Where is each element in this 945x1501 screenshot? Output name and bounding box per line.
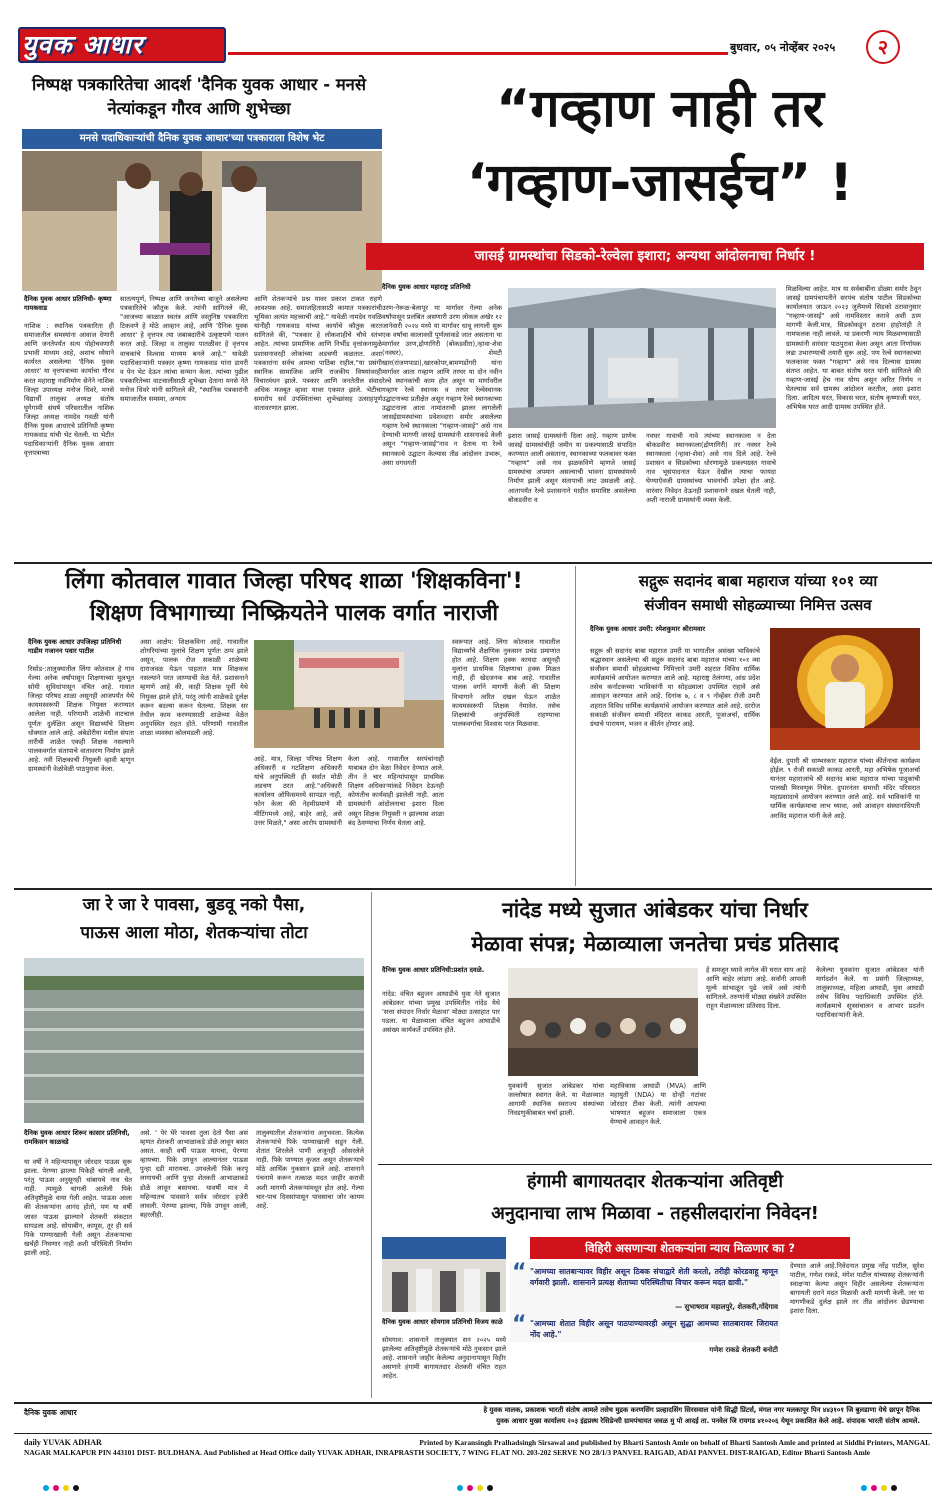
story5-byline: दैनिक युवक आधार शिरूर कासार प्रतिनिधी, रामकिसन काळवडे bbox=[24, 1129, 130, 1146]
divider-3 bbox=[378, 1164, 932, 1165]
story3-headline-line2: शिक्षण विभागाच्या निष्क्रियतेने पालक वर्गात नाराजी bbox=[89, 601, 499, 626]
story1-col1: नाशिक : स्थानिक पत्रकारिता ही समाजातील समस्यांना आवाज देणारी आणि जनतेपर्यंत सत्य पोहोचवणारी प्रभावी माध्यम आहे, अशाच ध्येयाने कार्यरत असलेल्या 'दैनिक युवक आधार' या वृत्तपत्राच्या कार्याचा गौरव करत महाराष्ट्र नवनिर्माण सेनेने नाशिक जिल्हा उपाध्यक्ष मनोज धिवरे, मनसे विद्यार्थी तालुका अध्यक्ष संतोष घुगेगामी संघर्ष परिसरातील नाशिक जिल्हा अध्यक्ष नामदेव गवळी यांनी दैनिक युवक आधारचे प्रतिनिधी कृष्णा गायकवाड यांची भेट घेतली. या भेटीत पदाधिकाऱ्यांनी दैनिक युवक आधार वृत्तपत्राच्या bbox=[24, 322, 114, 458]
story7-col1: सोयगाव: शासनाने तालुक्यात सन २०२५ मध्ये झालेल्या अतिवृष्टीमुळे शेतकऱ्यांचे मोठे नुकसान झाले आहे. शासनाने जाहीर केलेल्या अनुदानापासून विहीर असणारे हंगामी बागायतदार शेतकरी वंचित राहत आहेत. bbox=[382, 1336, 506, 1381]
divider-2 bbox=[14, 888, 932, 890]
story2-photo bbox=[508, 288, 776, 428]
story1-photo-image bbox=[22, 151, 382, 291]
story6-byline: दैनिक युवक आधार प्रतिनिधी:प्रशांत दवळे. bbox=[382, 966, 485, 974]
divider-1 bbox=[14, 562, 932, 564]
story7-byline: दैनिक युवक आधार सोयगाव प्रतिनिधी विजय काळे bbox=[382, 1318, 503, 1326]
footer-en-printed: Printed by Karansingh Pralhadsingh Sirsawal and published by Bharti Santosh Amle on behalf of Bharti Santosh Amle and printed at Siddhi Printers, MANGAL bbox=[419, 1438, 930, 1447]
story2-col4: मिळविल्या आहेत. मात्र या सर्वबाबींना डोळ्या समोर ठेवून जासई ग्रामपंचायतीने सरपंच संतोष पाटील सिडकोच्या कार्यालयात जाऊन २०२३ जुलैमध्ये सिडको ठरावानुसार "गव्हाण-जासई" असे नामविस्तार करावे अशी ठाम मागणी केली.मात्र, सिडकोकडून ठरावा हाहोतांही ते नामफलक नाही लावले. या प्रकरणी न्याय मिळवण्यासाठी ग्रामस्थांनी वारंवार पाठपुरावा केला असून आता निर्णायक लढा उभारण्याची तयारी सुरू आहे. पण रेल्वे स्थानकाच्या फलकावर फक्त "गव्हाण" असे नाव दिल्यास ग्रामस्थ संतप्त आहेत. या बाबत संतोष घरत यांनी सांगितले की गव्हाण-जासई हेच नाव योग्य असून त्वरित निर्णय न घेतल्यास सर्व ग्रामस्थ आंदोलन करतील, असा इशारा दिला. आदित्य घरत, विकास घरत, संतोष कृष्णाजी घरत, अभिषेक घरत आदी ग्रामस्थ उपस्थित होते. bbox=[786, 285, 921, 412]
story6-photo bbox=[508, 968, 698, 1076]
story3-col4: केला आहे. गावातील सरपंचांनाही याबाबत दोन वेळा निवेदन देण्यात आले. तीन ते चार महिन्यांपासून प्राथमिक शिक्षण अधिकाऱ्यांकडे निवेदन देऊनही कोणतीच कार्यवाही झालेली नाही. आता ग्रामस्थांनी आंदोलनाचा इशारा दिला असून शिक्षक नियुक्ती न झाल्यास शाळा बंद ठेवण्याचा निर्णय घेतला आहे. bbox=[348, 755, 444, 827]
story4-col2: वेईल. दुपारी श्री धाम्भरकार महाराज यांच्या कीर्तनाचा कार्यक्रम होईल. ९ रोजी सकाळी काकड आरती, महा अभिषेक पूजाअर्चा यानंतर महाराजांचे श्री सदानंद बाबा महाराज यांच्या पादुकांची पालखी मिरवणूक निघेल. दुपारनंतर समाधी मंदिर परिसरात महाप्रसादाचे आयोजन करण्यात आले आहे. सर्व भाविकांनी या धार्मिक कार्यक्रमाचा लाभ घ्यावा, असे आवाहन संस्थानाधिपती अरविंद महाराज यांनी केले आहे. bbox=[770, 757, 920, 820]
story2-photo-image bbox=[508, 288, 776, 428]
story2-headline-line1: “गव्हाण नाही तर bbox=[496, 79, 824, 139]
story6-headline-line2: मेळावा संपन्न; मेळाव्याला जनतेचा प्रचंड प्रतिसाद bbox=[471, 932, 839, 956]
footer-line1: हे युवक मालक, प्रकाशक भारती संतोष आमले तसेच मुद्रक करणसिंग प्रल्हादसिंग सिरसवाल यांनी सिद्धी प्रिंटर्स, मंगल नगर मलकापूर पिन ४४३१०१ जि बुलडाणा येथे छापून दैनिक bbox=[483, 1406, 920, 1414]
footer-en-address: NAGAR MALKAPUR PIN 443101 DIST- BULDHANA. And Published at Head Office daily YUVAK ADHAR, INRAPRASTH SOCIETY, 7 WING FLAT NO. 203-202 SERVE NO 28/1/3 PANVEL RAIGAD, ADAI PANVEL DIST-RAIGAD, Editor Bharti Santosh Amle bbox=[24, 1448, 871, 1457]
story2-byline: दैनिक युवक आधार महाराष्ट्र प्रतिनिधी bbox=[382, 283, 471, 291]
divider-v1 bbox=[575, 566, 576, 886]
registration-marks-image bbox=[40, 1483, 900, 1493]
story1-col2: सातत्यपूर्ण, निष्पक्ष आणि जनतेच्या बाजूने असलेल्या पत्रकारितेचे कौतुक केले. त्यांनी सांगितले की, "आजच्या काळात स्वतंत्र आणि वस्तुनिष्ठ पत्रकारिता टिकवणे हे मोठे आव्हान आहे, आणि 'दैनिक युवक आधार' हे वृत्तपत्र त्या जबाबदारीचे उत्कृष्टपणे पालन करत आहे. जिल्हा व तालुका पातळीवर हे वृत्तपत्र वाचकांचे विश्वास माध्यम बनले आहे." यावेळी पदाधिकाऱ्यांनी पत्रकार कृष्णा गायकवाड यांना डायरी व पेन भेट देऊन त्यांचा सन्मान केला. त्यांच्या पुढील पत्रकारितेच्या वाटचालीसाठी शुभेच्छा देताना मनसे नेते मनोज धिवरे यांनी सांगितले की, "स्थानिक पत्रकारांनी समाजातील समस्या, अन्याय bbox=[120, 295, 248, 404]
story6-headline-line1: नांदेड मध्ये सुजात आंबेडकर यांचा निर्धार bbox=[502, 898, 808, 922]
story4-headline-line2: संजीवन समाधी सोहळ्याच्या निमित्त उत्सव bbox=[644, 596, 872, 614]
story7-quote2: "आमच्या शेतात विहीर असून पाठपाण्यावरही असून सुद्धा आमच्या सातबारावर जिरायत नोंद आहे." bbox=[530, 1319, 778, 1339]
story3-col5: स्वरूपात आहे. लिंगा कोतवाल गावातील विद्यार्थ्यांचे शैक्षणिक नुकसान प्रचंड प्रमाणात होत आहे. शिक्षण हक्क कायदा असूनही मुलांना प्राथमिक शिक्षणाचा हक्क मिळत नाही, ही खेदजनक बाब आहे. गावातील पालक वर्गाने मागणी केली की शिक्षण विभागाने त्वरित दखल घेऊन शाळेत कायमस्वरूपी शिक्षक नेमावेत. तसेच शिक्षकांची अनुपस्थिती राहण्याचा पालकवर्गाचा विश्वास परत मिळवावा. bbox=[452, 638, 560, 728]
story6-col2: युवकांनी सुजात आंबेडकर यांचा जल्लोषात स्वागत केले. या मेळाव्यात आगामी स्थानिक स्वराज्य संस्थांच्या निवडणुकीबाबत चर्चा झाली. bbox=[508, 1082, 604, 1118]
footer-rule-2 bbox=[14, 1433, 932, 1434]
footer-left-label: दैनिक युवक आधार bbox=[24, 1408, 77, 1417]
story2-strap: जासई ग्रामस्थांचा सिडको-रेल्वेला इशारा; अन्यथा आंदोलनाचा निर्धार ! bbox=[366, 243, 924, 270]
story5-headline-line1: जा रे जा रे पावसा, बुडवू नको पैसा, bbox=[82, 895, 306, 915]
footer-line2: युवक आधार मुख्य कार्यालय २०३ इंद्रप्रस्थ रेसिडेन्सी ग्रामपंचायत जवळ मु पो आदई ता. पनवेल जि रायगड ४१०२०६ येथून प्रकाशित केले आहे. संपादक भारती संतोष आमले. bbox=[496, 1417, 920, 1425]
story1-byline: दैनिक युवक आधार प्रतिनिधी- कृष्णा गायकवाड bbox=[24, 295, 112, 312]
divider-v2 bbox=[371, 892, 372, 1398]
story1-strap: मनसे पदाधिकाऱ्यांची दैनिक युवक आधार'च्या पत्रकाराला विशेष भेट bbox=[22, 129, 382, 149]
masthead-date: बुधवार, ०५ नोव्हेंबर २०२५ bbox=[730, 41, 836, 54]
story6-col4: हे समजून घ्यावे लागेल की घरात साप आहे आणि बाहेर लांडगा आहे. सर्वांनी आपली मूल्ये सांभाळून पुढे जावे असे त्यांनी सांगितले. तरुणांनी मोठ्या संख्येने उपस्थित राहून मेळाव्याला प्रतिसाद दिला. bbox=[706, 966, 806, 1011]
story7-photo-image bbox=[382, 1237, 506, 1312]
story3-byline: दैनिक युवक आधार उपजिल्हा प्रतिनिधी गाडीम गजानन पवार पाटील bbox=[28, 638, 122, 655]
story7-quote1: "आमच्या सातबाऱ्यावर विहीर असून ठिबक संचाद्वारे शेती करतो, तरीही कोरडवाहू म्हणून वर्गवारी झाली. शासनाने प्रत्यक्ष शेताच्या परिस्थितीचा विचार करून मदत द्यावी." bbox=[530, 1267, 778, 1287]
registration-marks bbox=[40, 1478, 900, 1488]
footer-en-title: daily YUVAK ADHAR bbox=[24, 1438, 102, 1447]
story6-col1: नांदेड: वंचित बहुजन आघाडीचे युवा नेते सुजात आंबेडकर यांच्या प्रमुख उपस्थितीत नांदेड येथे 'सत्ता संपादन निर्धार मेळावा' मोठ्या उत्साहात पार पडला. या मेळाव्याला वंचित बहुजन आघाडीचे असंख्य कार्यकर्ते उपस्थित होते. bbox=[382, 990, 500, 1035]
quote-open-icon-2: “ bbox=[512, 1312, 527, 1337]
story2-col3: नवघर गावाची नावे त्यांच्या स्थानकाला न देता बोकडवीरा स्थानकाला(द्रोणागिरी) तर नवघर रेल्वे स्थानकाला (न्हावा-शेवा) असे नाव दिले आहे. रेल्वे प्रशासन व सिडकोच्या धोरणामुळे प्रकल्पग्रस्त गावाचे नाव भूसंपादनात येऊन देखील त्याचा फायदा घेण्याऐवजी ग्रामस्थांच्या भावनांची उपेक्षा होत आहे. वारंवार निवेदन देऊनही प्रशासनाने दखल घेतली नाही, अशी नाराजी ग्रामस्थांनी व्यक्त केली. bbox=[646, 432, 776, 504]
story2-col1: उरण-नेरूळ-बेलापूर या मार्गावर गेल्या अनेक वर्षांपासून प्रलंबित असणारी उरण लोकल अखेर १२ जानेवारी २०२४ मध्ये या मार्गावर धावू लागली सुरू एक वर्षांचा कालावधी पूर्णत्वाकडे जात असताना या मार्गावर उरण,द्रोणागिरी (बोकडवीरा),न्हावा-शेवा (नवघर), शेमटी खार(रांजणपाडा),खारकोपर,बामणडोंगरी यांना मार्गावर आता गव्हाण आणि तरघर या दोन नवीन रेल्वे स्थानकांची काम होत असून या मार्गावरील गव्हाण रेल्वे स्थानक व तरघर रेल्वेस्थानक उद्घाटनाच्या प्रतीक्षेत असून गव्हाण रेल्वे स्थानकाच्या उद्घाटनाला आता नामांतराची झालर लागलेली जासईग्रामस्थांच्या प्रवेशव्दारा समोर असलेल्या गव्हाण रेल्वे स्थानकाला "गव्हाण-जासई" असे नाव देण्याची मागणी जासई ग्रामस्थांनी शासनाकडे केली असून "गव्हाण-जासई"नाव न देताच या रेल्वे स्थानकाचे उद्घाटन केल्यास तीव्र आंदोलन उभारू, असा धगधगती bbox=[382, 304, 502, 467]
story6-col5: केलेल्या युवकांना सुजात आंबेडकर यांनी मार्गदर्शन केले. या प्रसंगी जिल्हाध्यक्ष, तालुकाध्यक्ष, महिला आघाडी, युवा आघाडी तसेच विविध पदाधिकारी उपस्थित होते. कार्यक्रमाचे सूत्रसंचालन व आभार प्रदर्शन पदाधिकाऱ्यांनी केले. bbox=[816, 966, 924, 1020]
story7-photo bbox=[382, 1237, 506, 1312]
story3-col3: आहे. मात्र, जिल्हा परिषद शिक्षण अधिकारी व गटशिक्षण अधिकारी यांचे अनुपस्थिती ही सर्वात मोठी अडचण ठरत आहे."अधिकारी कार्यालय ऑफिसमध्ये सापडत नाही, फोन केला की नेहमीप्रमाणे मी मीटिंगमध्ये आहे, बाहेर आहे, असे उत्तर मिळते," असा आरोप ग्रामस्थांनी bbox=[254, 755, 342, 827]
masthead bbox=[0, 0, 945, 70]
story3-photo-image bbox=[254, 640, 444, 748]
story4-col1: सद्गुरू श्री सदानंद बाबा महाराज उमरी या भागातील असंख्य भाविकांचे श्रद्धास्थान असलेल्या श्री सद्गुरू सदानंद बाबा महाराज यांच्या १०१ व्या संजीवन समाधी सोहळ्याच्या निमित्ताने उमरी शहरात विविध धार्मिक कार्यक्रमांचे आयोजन करण्यात आले आहे. महाराष्ट्र तेलंगणा, आंध्र प्रदेश तसेच कर्नाटकच्या भाविकांनी या सोहळ्याला उपस्थित राहावे असे आवाहन करण्यात आले आहे. दिनांक ७, ८ व ९ नोव्हेंबर रोजी उमरी शहरात विविध धार्मिक कार्यक्रमांचे आयोजन करण्यात आले आहे. दररोज सकाळी संजीवन समाधी मंदिरात काकड आरती, पूजाअर्चा, धार्मिक ग्रंथाचे पारायण, भजन व कीर्तन होणार आहे. bbox=[590, 647, 760, 728]
story3-photo bbox=[254, 640, 444, 748]
story3-headline-line1: लिंगा कोतवाल गावात जिल्हा परिषद शाळा 'शिक्षकविना'! bbox=[65, 569, 523, 594]
story5-col1: या वर्षी ने महिन्यापासून जोरदार पाऊस सुरू झाला. पेरण्या झाल्या पिकेही चांगली आली, परंतु पाऊस अनुसूनही थांबायचे नाव घेत नाही. त्यामुळे चांगली आलेली पिके अतिवृष्टीमुळे वाया गेली आहेत. पाऊस आला की शेतकऱ्यांना आनंद होतो, पण या वर्षी जास्त पाऊस झाल्याने शेतकरी संकटात सापडला आहे. सोयाबीन, कापूस, तूर ही सर्व पिके पाण्याखाली गेली असून शेतकऱ्याचा खर्चही निघणार नाही अशी परिस्थिती निर्माण झाली आहे. bbox=[24, 1158, 132, 1257]
story7-headline-line1: हंगामी बागायतदार शेतकऱ्यांना अतिवृष्टी bbox=[526, 1171, 784, 1192]
story4-photo bbox=[770, 628, 920, 750]
story2-headline-line2: ‘गव्हाण-जासईच” ! bbox=[466, 153, 854, 213]
story7-headline-line2: अनुदानाचा लाभ मिळावा - तहसीलदारांना निवेदन! bbox=[491, 1203, 819, 1224]
masthead-page-number: २ bbox=[877, 35, 889, 59]
story6-photo-image bbox=[508, 968, 698, 1076]
story4-headline-line1: सद्गुरू सदानंद बाबा महाराज यांच्या १०१ व्या bbox=[638, 572, 878, 590]
story6-col3: महाविकास आघाडी (MVA) आणि महायुती (NDA) या दोन्ही गटांवर जोरदार टीका केली. त्यांनी आपल्या भाषणात बहुजन समाजाला एकत्र येण्याचे आवाहन केले. bbox=[610, 1082, 706, 1127]
story5-col2: असे. ' पेरं घेरे पावसा तुला देतो पैसा असं म्हणत शेतकरी आभाळाकडे डोळे लावून बसत असत. काही वर्षी पाऊस यायचा, पेरण्या व्हायच्या. पिके उगवून आल्यानंतर पाऊस पुन्हा दडी मारायचा. उगवलेली पिके करपू लागायची आणि पुन्हा शेतकरी आभाळाकडे डोळे लावून बसायचा. यावर्षी मात्र मे महिन्यातच पावसाने सर्वत्र जोरदार हजेरी लावली. पेरण्या झाल्या, पिके उगवून आली, बहरलीही. bbox=[140, 1129, 248, 1219]
story4-photo-image bbox=[770, 628, 920, 750]
story5-photo bbox=[24, 958, 364, 1123]
masthead-rule bbox=[228, 52, 728, 55]
story5-col3: तालुक्यातील शेतकऱ्यांना अनुभवला. कित्येक शेतकऱ्यांचे पिके पाण्याखाली सडून गेली. शेतात शिरलेले पाणी अजूनही ओसरलेले नाही. पिके पाण्यात कुजत असून शेतकऱ्याचे मोठे आर्थिक नुकसान झाले आहे. शासनाने पंचनामे करून तत्काळ मदत जाहीर करावी अशी मागणी शेतकऱ्यांमधून होत आहे. गेल्या चार-पाच दिवसांपासून पावसाचा जोर कायम आहे. bbox=[256, 1129, 364, 1210]
story1-headline: निष्पक्ष पत्रकारितेचा आदर्श 'दैनिक युवक आधार - मनसे नेत्यांकडून गौरव आणि शुभेच्छा bbox=[32, 75, 366, 118]
story3-col2: असा आक्षेप: शिक्षकविना आहे. गावातील शोगरियांच्या मुलांचे शिक्षण पूर्णतः ठप्प झाले असून, पालक रोज सकाळी शाळेच्या दाराजवळ येऊन पाहतात मात्र शिक्षकच नसल्याने परत जाण्याची वेळ येते. प्रशासनाने म्हणणे आहे की, काही शिक्षक पूर्वी येथे नियुक्त झाले होते, परंतु त्यांनी शाळेकडे दुर्लक्ष करून बदल्या करून घेतल्या. शिक्षक सर तेथील काम करण्यासाठी शाळेच्या वेळेत अनुपस्थित राहत होते. परिणामी गावातील शाळा व्यवस्था कोलमडली आहे. bbox=[140, 638, 248, 737]
story5-headline-line2: पाऊस आला मोठा, शेतकऱ्यांचा तोटा bbox=[80, 923, 308, 943]
story2-col2: इशारा जासई ग्रामस्थांनी दिला आहे. गव्हाण प्राणेच जासई ग्रामस्थांचीही जमीन या प्रकल्पासाठी संपादित करण्यात आली असताना, स्थानकाच्या फलकावर फक्त "गव्हाण" असे नाव झळकविणे म्हणजे जासई ग्रामस्थांचा अपमान असल्याची भावना ग्रामस्थांमध्ये निर्माण झाली असून संतापाची लाट उसळली आहे. आतापर्यंत रेल्वे प्रशासनाने यादीत समाविष्ट असलेल्या बोकडवीरा व bbox=[508, 432, 636, 504]
quote-open-icon-1: “ bbox=[512, 1260, 527, 1285]
story1-col3: आणि शेतकऱ्यांचे प्रश्न यावर प्रकाश टाकत राहणे आवश्यक आहे. समाजहितासाठी कामात पत्रकारांची भूमिका अत्यंत महत्त्वाची आहे." यावेळी नामदेव गवळि यांनीही गायकवाड यांच्या कार्याचे कौतुक करत सांगितले की, "पत्रकार हे लोकशाहीचे चौथे स्तंभ आहेत. त्यांच्या प्रामाणिक आणि निर्भीड वृत्तांकनामुळे प्रशासनावरही लोकांच्या अडचणी कळतात. अशा पत्रकारांना सर्वच आमचा पाठिंबा राहील."या प्रसंगी स्थानिक सामाजिक आणि राजकीय विषयांवरही विचारमंथन झाले. पत्रकार आणि जनतेतील संवाद अधिक मजबूत व्हावा यावर एकमत झाले. भेटीचा समारोप सर्व उपस्थितांच्या शुभेच्छांसह उत्साहपूर्ण वातावरणात झाला. bbox=[254, 295, 382, 413]
story1-photo bbox=[22, 151, 382, 291]
story7-strap: विहिरी असणाऱ्या शेतकऱ्यांना न्याय मिळणार का ? bbox=[530, 1237, 850, 1259]
story7-quote1-attr: — सुभाषराव महालपुरे, शेतकरी,गोंदेगाव bbox=[675, 1303, 778, 1311]
story5-photo-image bbox=[24, 958, 364, 1123]
story4-byline: दैनिक युवक आधार उमरी: रमेशकुमार श्रीरामवार bbox=[590, 625, 706, 633]
footer-rule bbox=[14, 1402, 932, 1404]
story3-col1: रिसोड-:तालुक्यातील लिंगा कोतवाल हे गाव गेल्या अनेक वर्षांपासून शिक्षणाच्या मूलभूत सोयी सुविधांपासून वंचित आहे. गावात जिल्हा परिषद शाळा असूनही आजपर्यंत येथे कायमस्वरूपी शिक्षक नियुक्त करण्यात आलेला नाही. परिणामी शाळेची वाटचाल पूर्णतः दुर्लक्षित असून विद्यार्थ्यांचे शिक्षण धोक्यात आले आहे. अंबेडोरीया मधील संपता तारीची शाळेत एकही शिक्षक नसल्याने पालकवर्गात संतापाचे वातावरण निर्माण झाले आहे. नवी शिक्षकाची नियुक्ती व्हावी म्हणून ग्रामस्थांनी वेळोवेळी पाठपुरावा केला. bbox=[28, 665, 134, 774]
masthead-logo: युवक आधार bbox=[22, 30, 143, 59]
story7-quote2-attr: गणेश राकडे शेतकरी बनोटी bbox=[709, 1346, 778, 1354]
story7-col2: देण्यात आले आहे.निवेदनात प्रमुख नरेंद्र पाटील, सुरेश पाटील, गणेश राकडे, मंगेश पाटील यांच्यासह शेतकऱ्यांनी स्वाक्षऱ्या केल्या असून विहीर असलेल्या शेतकऱ्यांना बागायती दराने मदत मिळावी अशी मागणी केली. जर या मागणीकडे दुर्लक्ष झाले तर तीव्र आंदोलन छेडण्याचा इशारा दिला. bbox=[790, 1262, 924, 1316]
